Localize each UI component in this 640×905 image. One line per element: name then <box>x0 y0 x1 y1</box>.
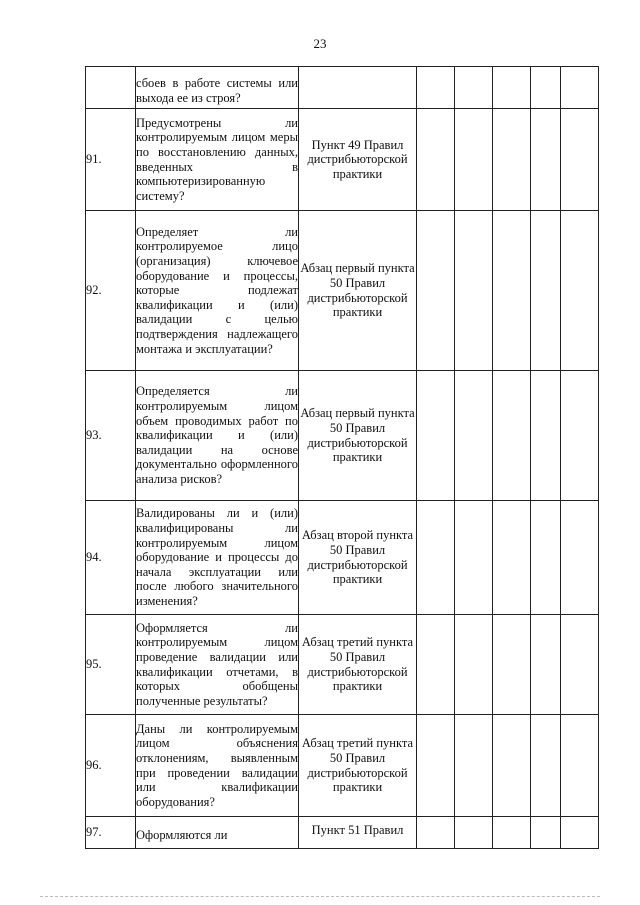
question-text: Определяется ли контролируемым лицом объем проводимых работ по квалификации и (или) валидации на основе документально оформленного анализа рисков? <box>136 384 298 486</box>
question-cell <box>136 211 299 371</box>
reference-cell: Абзац третий пункта 50 Правил дистрибьюторской практики <box>299 615 417 715</box>
table-row <box>86 501 599 615</box>
row-number: 94. <box>86 501 136 615</box>
answer-no-cell[interactable] <box>455 501 493 615</box>
answer-na-cell[interactable] <box>493 67 531 109</box>
answer-no-cell[interactable] <box>455 67 493 109</box>
answer-na-cell[interactable] <box>493 211 531 371</box>
answer-no-cell[interactable] <box>455 615 493 715</box>
question-text: Определяет ли контролируемое лицо (организация) ключевое оборудование и процессы, которые подлежат квалификации и (или) валидации с целью подтверждения надлежащего монтажа и эксплуатации? <box>136 224 298 356</box>
question-text: сбоев в работе системы или выхода ее из строя? <box>136 75 298 105</box>
row-number: 91. <box>86 109 136 211</box>
answer-na-cell[interactable] <box>493 371 531 501</box>
answer-no-cell[interactable] <box>455 371 493 501</box>
reference-cell: Пункт 49 Правил дистрибьюторской практики <box>299 109 417 211</box>
question-cell <box>136 817 299 849</box>
question-cell <box>136 67 299 109</box>
note-cell[interactable] <box>561 615 599 715</box>
table-row <box>86 715 599 817</box>
answer-na-cell[interactable] <box>493 501 531 615</box>
checklist-table <box>85 66 599 849</box>
reference-cell <box>299 67 417 109</box>
answer-extra-cell[interactable] <box>531 501 561 615</box>
answer-no-cell[interactable] <box>455 715 493 817</box>
question-cell <box>136 109 299 211</box>
answer-no-cell[interactable] <box>455 211 493 371</box>
question-cell <box>136 715 299 817</box>
note-cell[interactable] <box>561 109 599 211</box>
question-text: Валидированы ли и (или) квалифицированы ли контролируемым лицом оборудование и процессы до начала эксплуатации или после любого значительного изменения? <box>136 506 298 608</box>
answer-yes-cell[interactable] <box>417 715 455 817</box>
page-number: 23 <box>313 36 327 51</box>
answer-yes-cell[interactable] <box>417 211 455 371</box>
table-row <box>86 817 599 849</box>
note-cell[interactable] <box>561 715 599 817</box>
answer-extra-cell[interactable] <box>531 67 561 109</box>
question-text: Предусмотрены ли контролируемым лицом меры по восстановлению данных, введенных в компьютеризированную систему? <box>136 115 298 203</box>
table-row <box>86 615 599 715</box>
table-row <box>86 211 599 371</box>
answer-yes-cell[interactable] <box>417 615 455 715</box>
reference-cell: Пункт 51 Правил <box>299 817 417 849</box>
answer-extra-cell[interactable] <box>531 715 561 817</box>
question-cell <box>136 371 299 501</box>
answer-na-cell[interactable] <box>493 715 531 817</box>
note-cell[interactable] <box>561 817 599 849</box>
reference-cell: Абзац второй пункта 50 Правил дистрибьюторской практики <box>299 501 417 615</box>
note-cell[interactable] <box>561 67 599 109</box>
row-number: 92. <box>86 211 136 371</box>
question-text: Оформляются ли <box>136 827 228 842</box>
row-number: 97. <box>86 817 136 849</box>
answer-yes-cell[interactable] <box>417 501 455 615</box>
row-number <box>86 67 136 109</box>
answer-yes-cell[interactable] <box>417 371 455 501</box>
reference-cell: Абзац первый пункта 50 Правил дистрибьюторской практики <box>299 371 417 501</box>
table-row <box>86 371 599 501</box>
answer-na-cell[interactable] <box>493 109 531 211</box>
answer-extra-cell[interactable] <box>531 211 561 371</box>
answer-yes-cell[interactable] <box>417 109 455 211</box>
scan-edge-divider <box>40 896 600 898</box>
row-number: 95. <box>86 615 136 715</box>
answer-extra-cell[interactable] <box>531 615 561 715</box>
question-text: Оформляется ли контролируемым лицом проведение валидации или квалификации отчетами, в которых обобщены полученные результаты? <box>136 620 298 708</box>
row-number: 93. <box>86 371 136 501</box>
answer-extra-cell[interactable] <box>531 109 561 211</box>
answer-extra-cell[interactable] <box>531 817 561 849</box>
reference-cell: Абзац первый пункта 50 Правил дистрибьюторской практики <box>299 211 417 371</box>
question-text: Даны ли контролируемым лицом объяснения отклонениям, выявленным при проведении валидации или квалификации оборудования? <box>136 721 298 809</box>
reference-cell: Абзац третий пункта 50 Правил дистрибьюторской практики <box>299 715 417 817</box>
answer-yes-cell[interactable] <box>417 817 455 849</box>
answer-na-cell[interactable] <box>493 615 531 715</box>
note-cell[interactable] <box>561 501 599 615</box>
answer-extra-cell[interactable] <box>531 371 561 501</box>
note-cell[interactable] <box>561 371 599 501</box>
question-cell <box>136 615 299 715</box>
answer-na-cell[interactable] <box>493 817 531 849</box>
table-row <box>86 67 599 109</box>
question-cell <box>136 501 299 615</box>
answer-no-cell[interactable] <box>455 109 493 211</box>
answer-no-cell[interactable] <box>455 817 493 849</box>
note-cell[interactable] <box>561 211 599 371</box>
row-number: 96. <box>86 715 136 817</box>
table-row <box>86 109 599 211</box>
answer-yes-cell[interactable] <box>417 67 455 109</box>
